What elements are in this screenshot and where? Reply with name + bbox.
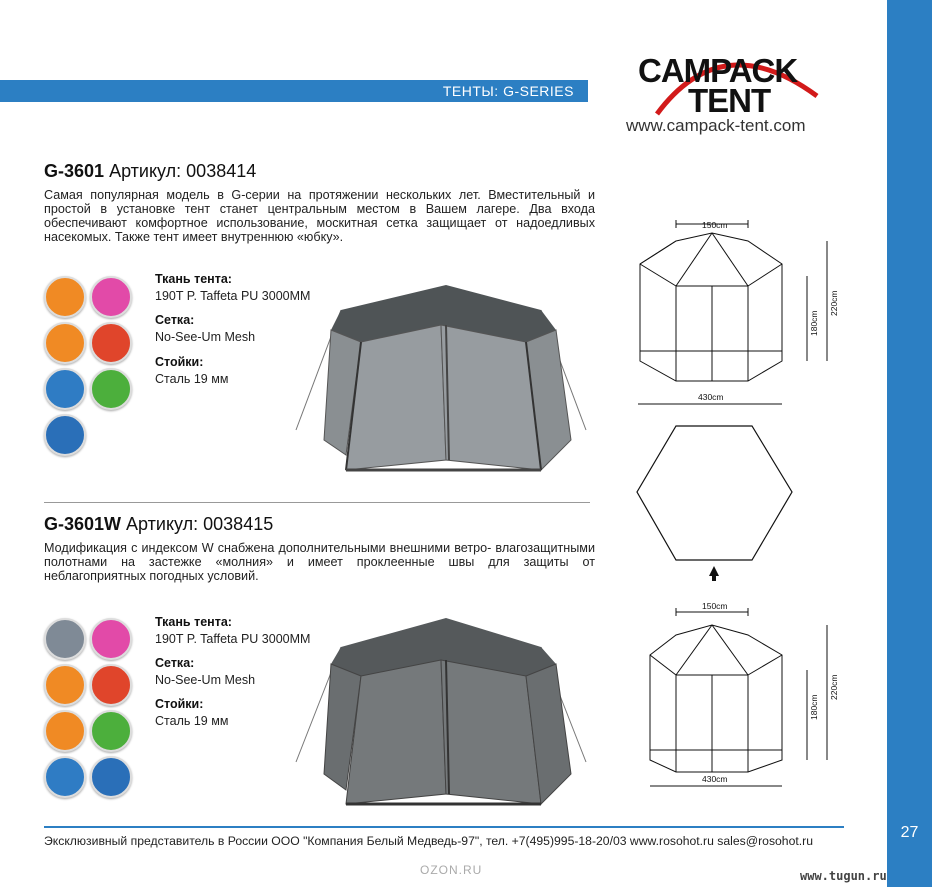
product-2-article: Артикул: 0038415 bbox=[126, 514, 274, 534]
product-2-fabric-label: Ткань тента: bbox=[155, 615, 232, 629]
footer-contacts: Эксклюзивный представитель в России ООО "Компания Белый Медведь-97", тел. +7(495)995-18-20/03 www.rosohot.ru sales@rosohot.ru bbox=[44, 834, 813, 848]
product-2-model: G-3601W bbox=[44, 514, 122, 534]
dim-total-height-1: 220cm bbox=[829, 290, 839, 316]
product-2-heading bbox=[44, 514, 273, 535]
product-1-poles-label: Стойки: bbox=[155, 355, 204, 369]
product-1-fabric-label: Ткань тента: bbox=[155, 272, 232, 286]
tent-g3601-image bbox=[286, 280, 596, 480]
product-1-heading bbox=[44, 161, 256, 182]
product-1-mesh-value: No-See-Um Mesh bbox=[155, 330, 256, 344]
ozon-watermark: OZON.RU bbox=[420, 863, 483, 877]
dim-side-height-2: 180cm bbox=[809, 694, 819, 720]
pu-coating-icon bbox=[44, 756, 86, 798]
campack-quality-icon bbox=[90, 368, 132, 410]
product-1-article: Артикул: 0038414 bbox=[109, 161, 257, 181]
product-1-poles-value: Сталь 19 мм bbox=[155, 372, 229, 386]
tent-g3601w-image bbox=[286, 612, 596, 812]
dim-base-width-1: 430cm bbox=[698, 392, 724, 402]
product-2-fabric-value: 190T P. Taffeta PU 3000MM bbox=[155, 632, 311, 646]
campack-tent-logo bbox=[632, 44, 832, 119]
logo-text-tent: TENT bbox=[688, 82, 771, 119]
dim-base-width-2: 430cm bbox=[702, 774, 728, 784]
dim-side-height-1: 180cm bbox=[809, 310, 819, 336]
page-number: 27 bbox=[900, 824, 919, 841]
product-1-mesh-label: Сетка: bbox=[155, 313, 195, 327]
carry-bag-icon bbox=[90, 756, 132, 798]
product-2-poles-label: Стойки: bbox=[155, 697, 204, 711]
dim-total-height-2: 220cm bbox=[829, 674, 839, 700]
pu-coating-icon bbox=[44, 368, 86, 410]
product-1-fabric-value: 190T P. Taffeta PU 3000MM bbox=[155, 289, 311, 303]
waterproof-icon bbox=[44, 618, 86, 660]
uv-protection-icon bbox=[90, 618, 132, 660]
product-2-mesh-value: No-See-Um Mesh bbox=[155, 673, 256, 687]
fire-retardant-icon bbox=[90, 664, 132, 706]
easy-setup-icon bbox=[44, 276, 86, 318]
product-2-poles-value: Сталь 19 мм bbox=[155, 714, 229, 728]
mosquito-protection-icon bbox=[44, 710, 86, 752]
tugun-watermark: www.tugun.ru bbox=[800, 869, 887, 883]
tent-front-diagram-1 bbox=[632, 216, 842, 406]
tent-footprint-diagram bbox=[632, 420, 802, 585]
product-1-description: Самая популярная модель в G-серии на протяжении нескольких лет. Вместительный и простой в установке тент станет центральным местом в Вашем лагере. Два входа обеспечивают комфортное использование, москитная сетка защищает от надоедливых насекомых. Также тент имеет внутреннюю «юбку». bbox=[44, 188, 595, 244]
easy-setup-icon bbox=[44, 664, 86, 706]
website-url[interactable]: www.campack-tent.com bbox=[626, 116, 806, 135]
mosquito-protection-icon bbox=[44, 322, 86, 364]
uv-protection-icon bbox=[90, 276, 132, 318]
dim-top-width-2: 150cm bbox=[702, 601, 728, 611]
campack-quality-icon bbox=[90, 710, 132, 752]
logo-text-campack: CAMPACK bbox=[638, 52, 798, 89]
series-title: ТЕНТЫ: G-SERIES bbox=[442, 83, 574, 99]
fire-retardant-icon bbox=[90, 322, 132, 364]
footer-divider bbox=[44, 826, 844, 828]
page-sidebar bbox=[887, 0, 932, 887]
product-1-model: G-3601 bbox=[44, 161, 105, 181]
section-divider bbox=[44, 502, 590, 503]
carry-bag-icon bbox=[44, 414, 86, 456]
dim-top-width-1: 150cm bbox=[702, 220, 728, 230]
tent-front-diagram-2 bbox=[632, 600, 842, 790]
product-2-description: Модификация с индексом W снабжена дополнительными внешними ветро- влагозащитными полотнами на застежке «молния» и имеет проклеенные швы для защиты от неблагоприятных погодных условий. bbox=[44, 541, 595, 583]
product-2-mesh-label: Сетка: bbox=[155, 656, 195, 670]
